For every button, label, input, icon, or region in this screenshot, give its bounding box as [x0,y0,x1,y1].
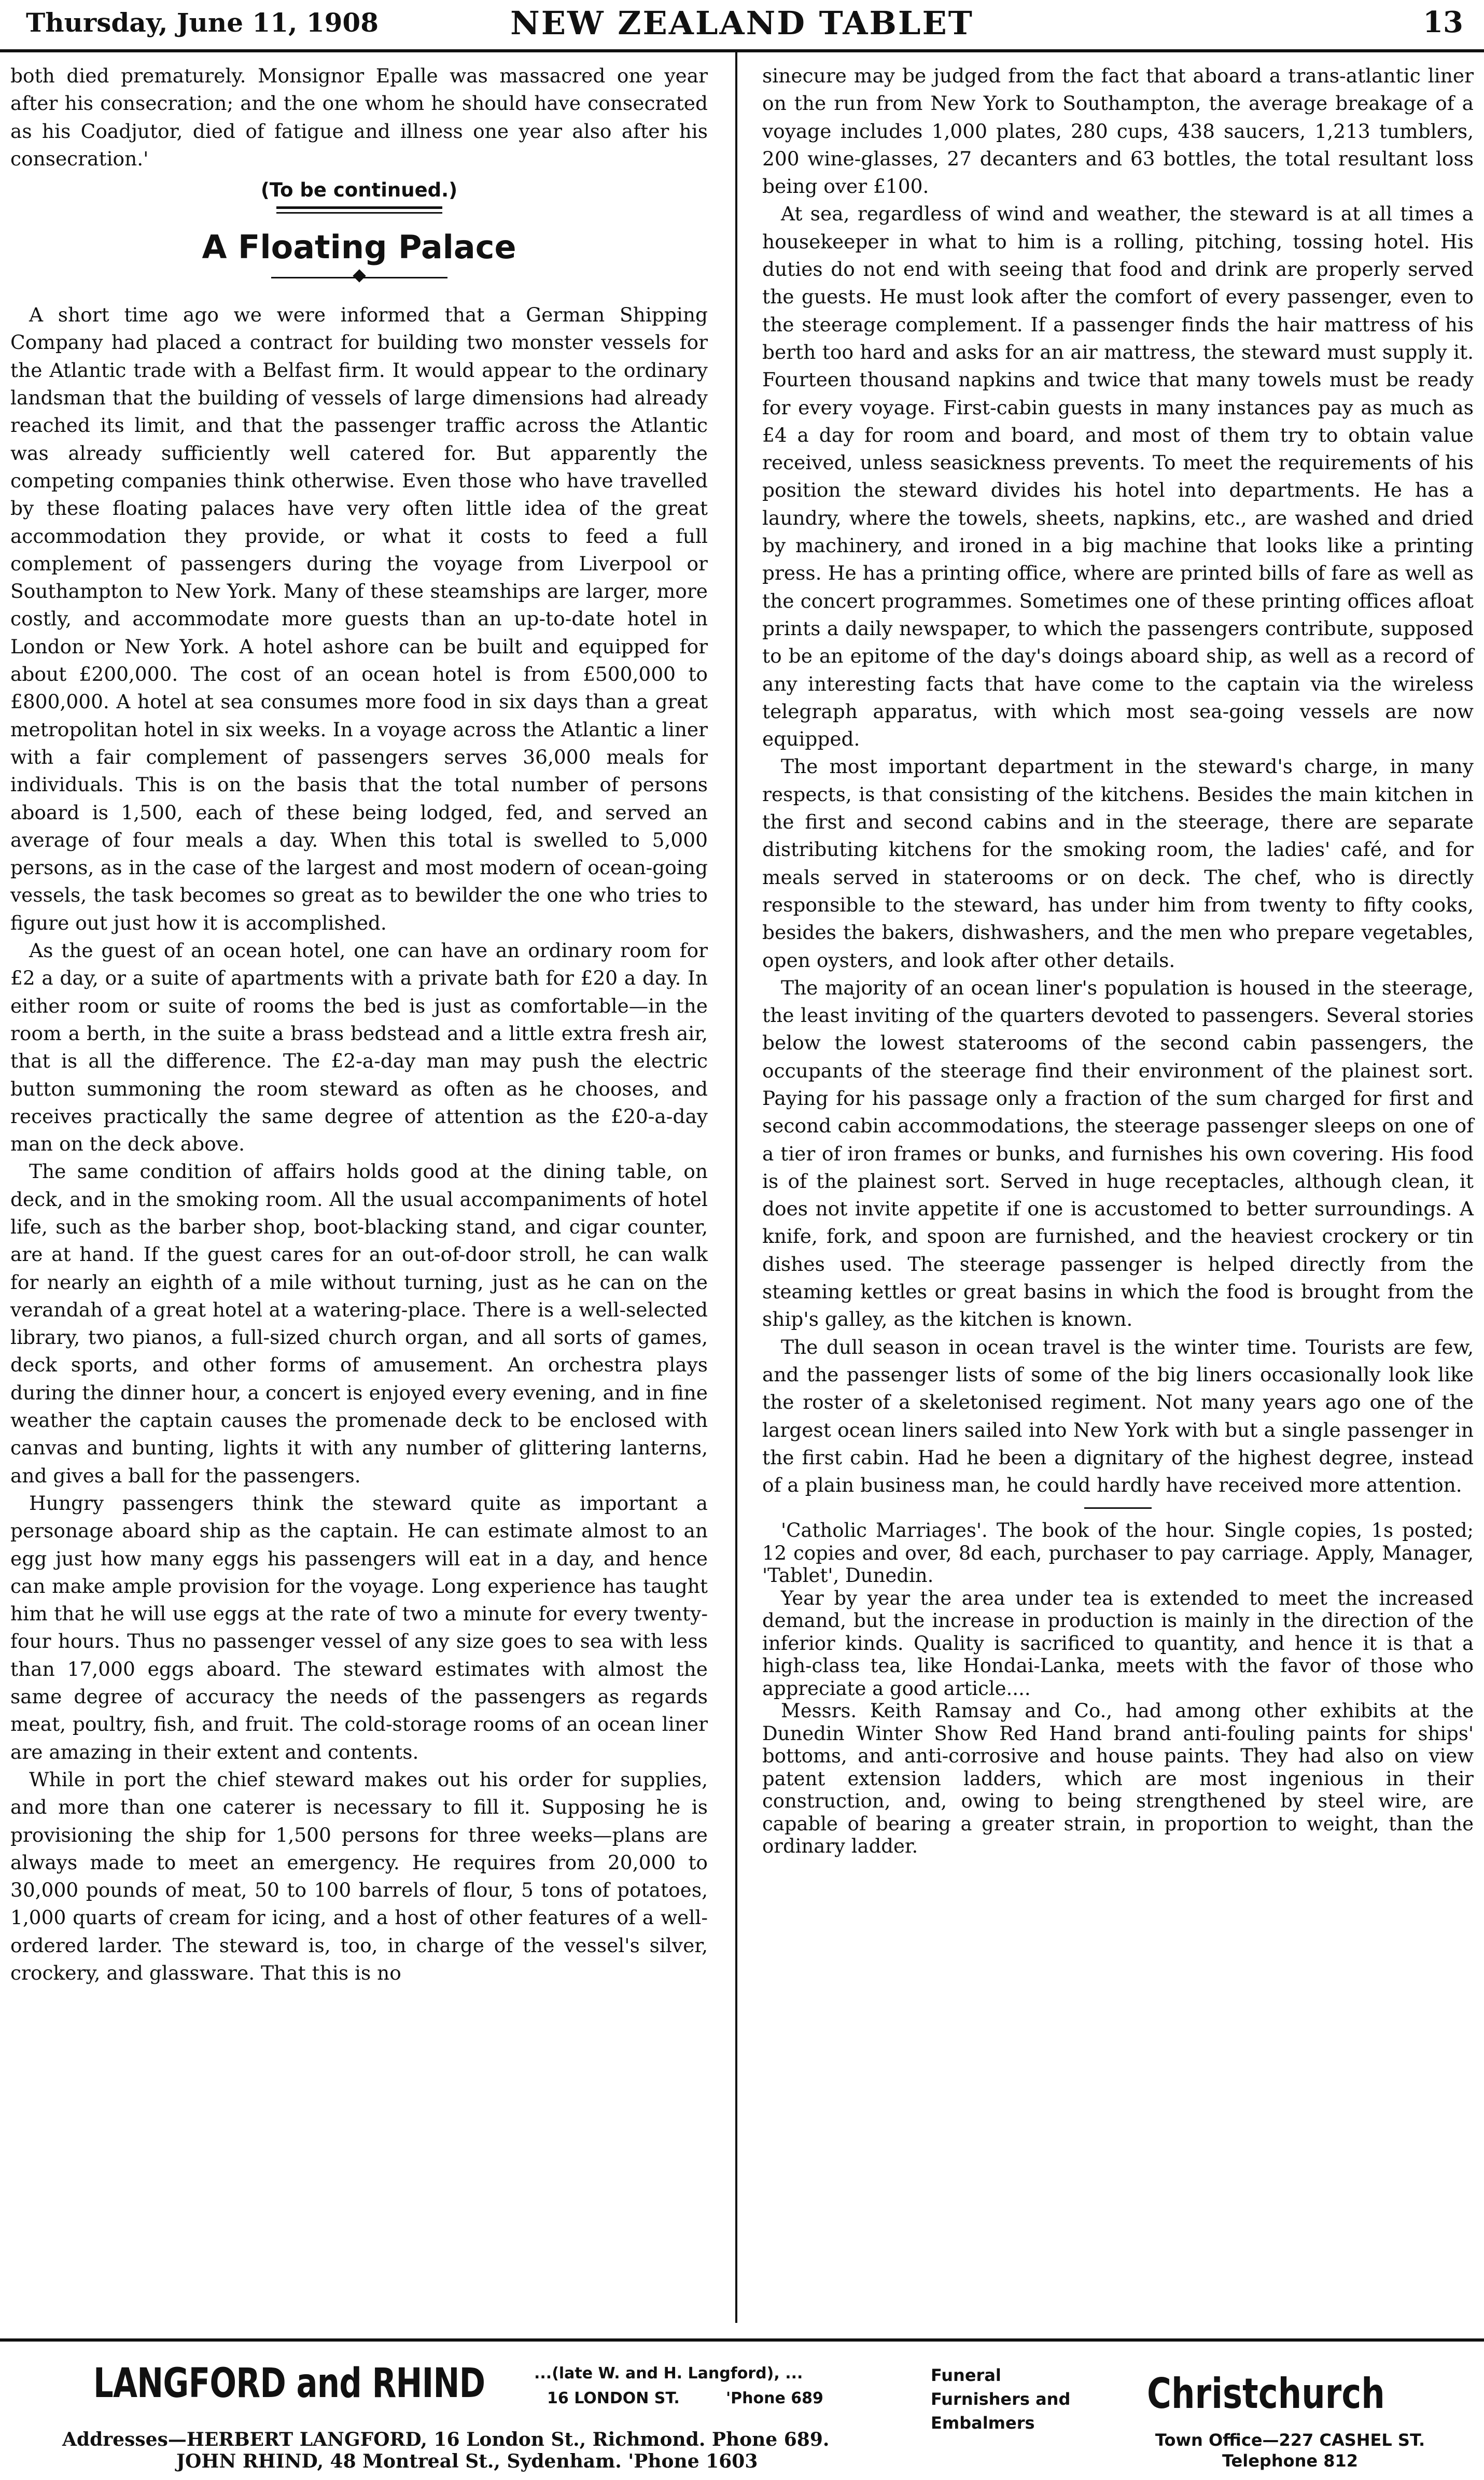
article-paragraph: Hungry passengers think the steward quite as important a personage aboard ship as the captain. He can estimate almost to an egg just how many eggs his passengers will eat in a day, and hence can make ample provision for the voyage. Long experience has taught him that he will use eggs at the rate of two a minute for every twenty-four hours. Thus no passenger vessel of any size goes to sea with less than 17,000 eggs aboard. The steward estimates with almost the same degree of accuracy the needs of the passengers as regards meat, poultry, fish, and fruit. The cold-storage rooms of an ocean liner are amazing in their extent and contents. [10,1491,708,1763]
right-column [762,62,1474,1858]
article-paragraph: At sea, regardless of wind and weather, the steward is at all times a housekeeper in what to him is a rolling, pitching, tossing hotel. His duties do not end with seeing that food and drink are properly served the guests. He must look after the comfort of every passenger, even to the steerage complement. If a passenger finds the hair mattress of his berth too hard and asks for an air mattress, the steward must supply it. Fourteen thousand napkins and twice that many towels must be ready for every voyage. First-cabin guests in many instances pay as much as £4 a day for room and board, and most of them try to obtain value received, unless seasickness prevents. To meet the requirements of his position the steward divides his hotel into departments. He has a laundry, where the towels, sheets, napkins, etc., are washed and dried by machinery, and ironed in a big machine that looks like a printing press. He has a printing office, where are printed bills of fare as well as the concert programmes. Sometimes one of these printing offices afloat prints a daily newspaper, to which the passengers contribute, supposed to be an epitome of the day's doings aboard ship, as well as a record of any interesting facts that have come to the captain via the wireless telegraph apparatus, with which most sea-going vessels are now equipped. [762,202,1474,751]
headline-ornament [271,271,447,284]
ad-address-line-2: JOHN RHIND, 48 Montreal St., Sydenham. 'Phone 1603 [176,2450,758,2472]
ad-late-line: ...(late W. and H. Langford), ... [534,2364,803,2383]
article-paragraph: sinecure may be judged from the fact that aboard a trans-atlantic liner on the run from New York to Southampton, the average breakage of a voyage includes 1,000 plates, 280 cups, 438 saucers, 1,213 tumblers, 200 wine-glasses, 27 decanters and 63 bottles, the total resultant loss being over £100. [762,64,1474,198]
ad-phone: 'Phone 689 [726,2389,823,2407]
diamond-icon [353,269,366,282]
ad-services: Funeral Furnishers and Embalmers [931,2365,1071,2433]
left-column [10,62,708,1987]
article-paragraph: The same condition of affairs holds good at the dining table, on deck, and in the smoking room. All the usual accompaniments of hotel life, such as the barber shop, boot-blacking stand, and cigar counter, are at hand. If the guest cares for an out-of-door stroll, he can walk for nearly an eighth of a mile without turning, just as he can on the verandah of a great hotel at a watering-place. There is a well-selected library, two pianos, a full-sized church organ, and all sorts of games, deck sports, and other forms of amusement. An orchestra plays during the dinner hour, a concert is enjoyed every evening, and in fine weather the captain causes the promenade deck to be enclosed with canvas and bunting, lights it with any number of glittering lanterns, and gives a ball for the passengers. [10,1160,708,1487]
article-paragraph: A short time ago we were informed that a German Shipping Company had placed a contract for building two monster vessels for the Atlantic trade with a Belfast firm. It would appear to the ordinary landsman that the building of vessels of large dimensions had already reached its limit, and that the passenger traffic across the Atlantic was already sufficiently well catered for. But apparently the competing companies think otherwise. Even those who have travelled by these floating palaces have very often little idea of the great accommodation they provide, or what it costs to feed a full complement of passengers during the voyage from Liverpool or Southampton to New York. Many of these steamships are larger, more costly, and accommodate more guests than an up-to-date hotel in London or New York. A hotel ashore can be built and equipped for about £200,000. The cost of an ocean hotel is from £500,000 to £800,000. A hotel at sea consumes more food in six days than a great metropolitan hotel in six weeks. In a voyage across the Atlantic a liner with a fair complement of passengers serves 36,000 meals for individuals. This is on the basis that the total number of persons aboard is 1,500, each of these being lodged, fed, and served an average of four meals a day. When this total is swelled to 5,000 persons, as in the case of the largest and most modern of ocean-going vessels, the task becomes so great as to bewilder the one who tries to figure out just how it is accomplished. [10,303,708,934]
article-paragraph: While in port the chief steward makes out his order for supplies, and more than one caterer is necessary to fill it. Supposing he is provisioning the ship for 1,500 persons for three weeks—plans are always made to meet an emergency. He requires from 20,000 to 30,000 pounds of meat, 50 to 100 barrels of flour, 5 tons of potatoes, 1,000 quarts of cream for icing, and a host of other features of a well-ordered larder. The steward is, too, in charge of the vessel's silver, crockery, and glassware. That this is no [10,1768,708,1984]
to-be-continued: (To be continued.) [260,179,458,202]
article-continuation: both died prematurely. Monsignor Epalle was massacred one year after his consecration; and the one whom he should have consecrated as his Coadjutor, died of fatigue and illness one year also after his consecration.' [10,64,708,170]
notice-paragraph: 'Catholic Marriages'. The book of the hour. Single copies, 1s posted; 12 copies and over, 8d each, purchaser to pay carriage. Apply, Manager, 'Tablet', Dunedin. [762,1519,1474,1587]
advertisement-banner [0,2338,1484,2480]
notice-paragraph: Year by year the area under tea is extended to meet the increased demand, but the increase in production is mainly in the direction of the inferior kinds. Quality is sacrificed to quantity, and hence it is that a high-class tea, like Hondai-Lanka, meets with the favor of those who appreciate a good article.... [762,1587,1474,1700]
article-paragraph: As the guest of an ocean hotel, one can have an ordinary room for £2 a day, or a suite of apartments with a private bath for £20 a day. In either room or suite of rooms the bed is just as comfortable—in the room a berth, in the suite a brass bedstead and a little extra fresh air, that is all the difference. The £2-a-day man may push the electric button summoning the room steward as often as he chooses, and receives practically the same degree of attention as the £20-a-day man on the deck above. [10,939,708,1156]
article-paragraph: The majority of an ocean liner's population is housed in the steerage, the least inviting of the quarters devoted to passengers. Several stories below the lowest staterooms of the second cabin passengers, the occupants of the steerage find their environment of the plainest sort. Paying for his passage only a fraction of the sum charged for first and second cabin accommodations, the steerage passenger sleeps on one of a tier of iron frames or bunks, and furnishes his own covering. His food is of the plainest sort. Served in huge receptacles, although clean, it does not invite appetite if one is accustomed to better surroundings. A knife, fork, and spoon are furnished, and the heaviest crockery or tin dishes used. The steerage passenger is helped directly from the steaming kettles or great basins in which the food is brought from the ship's galley, as the kitchen is known. [762,976,1474,1331]
masthead [0,0,1484,52]
section-rule [276,206,442,214]
notice-paragraph: Messrs. Keith Ramsay and Co., had among other exhibits at the Dunedin Winter Show Red Hand brand anti-fouling paints for ships' bottoms, and anti-corrosive and house paints. They had also on view patent extension ladders, which are most ingenious in their construction, and, owing to being strengthened by steel wire, are capable of bearing a greater strain, in proportion to weight, than the ordinary ladder. [762,1700,1474,1858]
ad-address: 16 LONDON ST. [547,2389,680,2407]
ad-firm-name: LANGFORD and RHIND [93,2360,485,2407]
ad-city: Christchurch [1147,2370,1385,2418]
column-divider [735,52,737,2323]
notices-section [762,1519,1474,1858]
newspaper-title: NEW ZEALAND TABLET [510,4,974,42]
issue-date: Thursday, June 11, 1908 [26,7,379,38]
page-number: 13 [1423,5,1463,39]
ad-address-line-1: Addresses—HERBERT LANGFORD, 16 London St., Richmond. Phone 689. [62,2429,830,2450]
article-paragraph: The dull season in ocean travel is the winter time. Tourists are few, and the passenger lists of some of the big liners occasionally look like the roster of a skeletonised regiment. Not many years ago one of the largest ocean liners sailed into New York with but a single passenger in the first cabin. Had he been a dignitary of the highest degree, instead of a plain business man, he could hardly have received more attention. [762,1335,1474,1497]
article-headline: A Floating Palace [202,228,516,267]
section-separator [1084,1507,1152,1509]
article-paragraph: The most important department in the steward's charge, in many respects, is that consisting of the kitchens. Besides the main kitchen in the first and second cabins and in the steerage, there are separate distributing kitchens for the smoking room, the ladies' café, and for meals served in staterooms or on deck. The chef, who is directly responsible to the steward, has under him from twenty to fifty cooks, besides the bakers, dishwashers, and the men who prepare vegetables, open oysters, and look after other details. [762,755,1474,972]
ad-town-office: Town Office—227 CASHEL ST. Telephone 812 [1155,2430,1425,2471]
